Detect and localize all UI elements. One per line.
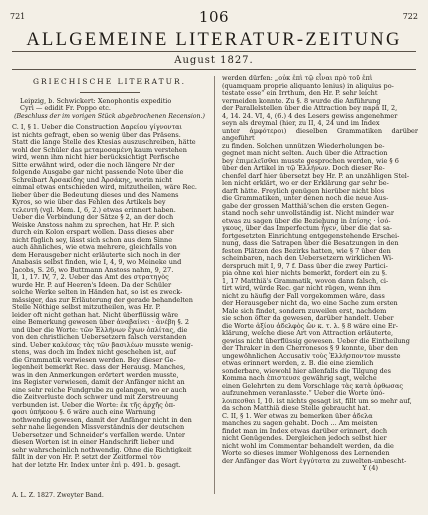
text-line: Jacobs, S. 26, wo Buttmann Anstoss nahm, 9, 27. (12, 265, 174, 274)
text-line: seyn als dreymal (hier, zu II, 4, 24 und im Index (222, 119, 380, 127)
text-line: nicht Genügendes. Dergleichen jedoch selbst hier (222, 434, 387, 442)
text-line: legenheit bemerkt Rec. dass der Herausg. Manches, (12, 363, 186, 371)
text-line: sehr wahrscheinlich nothwendig. Ohne die Richtigkeit (12, 445, 192, 454)
right-column (222, 75, 418, 503)
text-line: nicht zu häufig der Fall vorgekommen wäre, dass (222, 291, 385, 300)
text-line: ist nichts gefragt, eben so wenig über das Präsens. (12, 130, 181, 139)
text-line: C. I, § 1. Ueber die Construction Δαρείου γίγνονται (12, 123, 183, 131)
column-divider (214, 76, 215, 494)
text-line: die Zeitverluste doch schwer und mit Zerstreuung (12, 393, 179, 401)
issue-month: August 1827. (174, 55, 254, 66)
text-line: findet man im Index etwas darüber erinnert, doch (222, 426, 388, 435)
text-line: solche Werke selten in Händen hat, so ist es zweck- (12, 288, 183, 296)
text-line: γκους, über das Imperfectum ἦγεν, über die dat sa- (222, 224, 393, 232)
text-line: Anabasis selbst finden, wie I, 4, 9, wo Meineke und (12, 258, 182, 266)
journal-title: ALLGEMEINE LITERATUR-ZEITUNG (26, 30, 402, 50)
text-line: lieber über die Bedeutung dieses und des Namens (12, 190, 179, 199)
text-line: II, 1, 17. IV, 7, 2. Ueber das Amt des στρατηγὸς (12, 273, 169, 281)
text-line: nicht wohl im Commentar behandelt werden, da die (222, 441, 394, 450)
text-line: aufzunehmen veranlasste.“ Ueber die Worte ὑπό- (222, 389, 385, 397)
text-line: eine Bemerkung gewesen über ἀναβαίνει · ἀνέβη §. 2 (12, 318, 189, 326)
section-rule (80, 92, 140, 93)
text-line: wird, wenn ihm nicht hier berücksichtigt Perfische (12, 153, 180, 161)
text-line: nicht füglich sey, lässt sich schon aus dem Sinne (12, 235, 173, 244)
text-line: Weiske Anstoss nahm zu sprechen, hat Hr. P. sich (12, 220, 175, 229)
text-line: derspruch mit I, 9, 7 f. Dass über die zwey Partici- (222, 261, 388, 270)
text-line: unter ἀμφότεροι) dieselben Grammatiken darüber angeführt (222, 126, 418, 142)
text-line: (Beschluss der im vorigen Stück abgebrochenen Recension.) (14, 112, 205, 120)
text-line: nung, dass die Satrapen über die Besatzungen in den (222, 239, 399, 247)
text-line: tirt wird, würde Rec. gar nicht rügen, wenn ihm (222, 284, 381, 292)
text-line: φοσι ὑπήκοου §. 6 wäre auch eine Warnung (12, 408, 156, 416)
text-line: testate esse“ ein Irrthum, den Hr. P. sehr leicht (222, 89, 378, 97)
text-line: Sitte erwähnt wird, oder die noch längere Nr der (12, 160, 175, 169)
left-column-text (12, 98, 207, 470)
text-line: scheinbaren, nach den Uebersetzern wirklichen Wi- (222, 254, 394, 262)
text-line: τελευτή (vgl. Mem. I, 6, 2.) etwas erinnert haben. (12, 205, 176, 214)
text-line: die Worte ἀξίου ἀδελφὸς ὤν κ. τ. λ. § 8 wäre eine Er- (222, 321, 398, 330)
volume-footer: A. L. Z. 1827. Zweyter Band. (12, 492, 104, 499)
left-column (12, 78, 207, 498)
text-line: λοιπεσθαι I, 10. ist nichts gesagt ist, fillt um so mehr auf, (222, 396, 412, 405)
text-line: darft hätte. Freylich genügen hierüber nicht blos (222, 186, 385, 195)
text-line: hat der letzte Hr. Index unter ἐπὶ p. 491. b. gesagt. (12, 460, 181, 469)
text-line: Uebersetzer und Schneider's verfallen werde. Unter (12, 430, 186, 439)
text-line: die Grammatiken, unter denen noch die neue Aus- (222, 194, 389, 202)
text-line: Y (4) (362, 464, 378, 472)
text-line: Schreibart Ἀρσακίδης und Ἀρσάκης, worin nicht (12, 175, 172, 184)
text-line: etwas erinnert werden, z. B. die eine ziemlich (222, 359, 374, 367)
text-line: sehr nahe liegenden Missverständnis der deutschen (12, 423, 185, 431)
text-line: len nicht erklärt, wo er der Erklärung gar sehr be- (222, 179, 389, 187)
text-line: von den christlichen Uebersetzern falsch verstanden (12, 333, 187, 341)
text-line: Cyri — edidit Fr. Poppo etc. (20, 104, 111, 112)
text-line: C. II, § 1. Wer etwas zu bemerken über ἀδελα (222, 411, 373, 420)
right-column-text (222, 75, 418, 473)
text-line: Leipzig, b. Schwickert: Xenophontis expeditio (20, 96, 172, 105)
section-title: GRIECHISCHE LITERATUR. (32, 77, 187, 86)
text-line: der Anfänger das Wort ἐγγύτατα zu zuwelten-unbescht- (222, 456, 407, 465)
text-line: einen Gelehrten zu dem Vorschlage τὰς κατὰ ὀρθωσας (222, 381, 404, 390)
text-line: Komma nach ἐπιστευσε gewährig sagt, welche (222, 374, 377, 382)
text-line: auch ähnliches, wie etwa mehrere, gleichfalls von (12, 243, 177, 251)
text-line: einmal etwas entschieden wird, mitzutheilen, wäre Rec. (12, 183, 197, 191)
text-line: was in den Anmerkungen erörtert werden musste, (12, 370, 179, 379)
text-line: ungewöhnlichen Accusativ τοὺς Ἑλλήσποντον musste (222, 351, 401, 360)
text-line: Ueber die Verbindung der Sätze § 2, an der doch (12, 213, 174, 221)
text-line: sonderbare, wiewohl hier allenfalls die Tilgung des (222, 366, 391, 375)
page-header (0, 8, 428, 32)
text-line: ins Register verwiesen, damit der Anfänger nicht an (12, 378, 185, 386)
text-line: eine sehr reiche Fundgrube zu gelangen, wo er auch (12, 385, 187, 394)
issue-number: 106 (198, 8, 230, 26)
text-line: sind. Ueber καλέσας τὰς τῶν βασιλέων musste wenig- (12, 340, 193, 349)
text-line: Kyros, so wie über das Fehlen des Artikels bey (12, 198, 166, 206)
text-line: wohl der Schüler das μεταμοσαμένη kaum verstehen (12, 145, 187, 154)
page-number-left: 721 (10, 12, 26, 21)
text-line: dem Herausgeber nicht erläuterte sich noch in der (12, 250, 181, 259)
text-line: folgende Ausgabe gar nicht passende Note über die (12, 168, 184, 176)
text-line: sie schon öfter da gewesen, darüber handelt. Ueber (222, 314, 394, 322)
text-line: vermeiden konnte. Zu §. 8 wurde die Anführung (222, 96, 381, 105)
text-line: leider oft nicht gethan hat. Nicht überflüssig wäre (12, 310, 179, 319)
text-line: Statt die lange Stelle des Ktesias auszuschreiben, hätte (12, 138, 196, 146)
text-line: gewiss nicht überflüssig gewesen. Ueber die Eintheilung (222, 336, 410, 345)
text-line: gabe der grossen Matthiä'schen die ersten Gegen- (222, 201, 389, 210)
text-line: stens, was doch im Index nicht geschehen ist, auf (12, 348, 176, 356)
text-line: fällt in der von Hr. P. setzt der Zeitformel τὸν (12, 453, 162, 461)
text-line: bey ἐπιμελεῖσθαι musste gesprochen werden, wie § 6 (222, 156, 399, 165)
header-rule-top (12, 51, 416, 52)
text-line: Male sich findet, sondern zuweilen erst, nachdem (222, 306, 387, 315)
text-line: der Parallelstellen über die Attraction bey παρὰ II, 2, (222, 104, 398, 112)
text-line: der Thraker in den Cherronesos § 9 konnte, über den (222, 344, 398, 352)
text-line: klärung, welche diese Art von Attraction erläuterte, (222, 329, 394, 337)
text-line: wurde Hr. P. auf Heeren's Ideen. Da der Schüler (12, 280, 172, 289)
text-line: werden dürfen: „οὐκ ἐπὶ τῷ εἶναι πρὸ τοῦ ἐπὶ (222, 74, 373, 82)
text-line: durch ein Kolon erspart wollen. Dass dieses aber (12, 228, 174, 236)
text-line: die Grammatik verwiesen werden. Bey dieser Ge- (12, 355, 176, 364)
text-line: nothwendig gewesen, damit der Anfänger nicht in den (12, 415, 192, 424)
text-line: chenfel darf hier übersetzt bey Hr. P. an unzähligen Stel- (222, 171, 410, 180)
header-rule-bottom (12, 69, 416, 70)
text-line: 4, 14. 24. VI, 4, (6.) 4 des Lesers gewiss angenehmer (222, 111, 398, 120)
page-number-right: 722 (402, 12, 418, 21)
text-line: zu finden. Solchen unnützen Wiederholungen be- (222, 141, 385, 150)
text-line: Stelle Nöthige selbst mitzutheilen, was Hr. P. (12, 303, 161, 311)
text-line: (quamquam proprie aliquanto lenius) in aliquius po- (222, 81, 394, 90)
text-line: diesen Worten ist in einer Handschrift lieber und (12, 438, 175, 446)
text-line: Worte so dieses immer Wohlgenoss des Lernenden (222, 449, 390, 457)
text-line: manches zu sagen gehabt. Doch ... Am meisten (222, 419, 378, 427)
text-line: pia ohne καὶ hier nichts bemerkt, fordert ein zu §. (222, 269, 388, 277)
text-line: verbunden ist. Ueber die Worte: ἐκ τῆς ἀρχῆς ὁπ- (12, 400, 176, 409)
text-line: da schon Matthiä diese Stelle gebraucht hat. (222, 404, 371, 412)
text-line: und über die Worte: τῶν Ἑλλήνων ἔχων ὁπλίτας, die (12, 325, 188, 334)
text-line: etwas zu sagen über die Beziehung in ἐπίσης · ἰσό- (222, 216, 391, 225)
text-line: 1, 17 Matthiä's Grammatik, wovon dann falsch, ci- (222, 276, 389, 285)
text-line: über den Artikel in τῷ Ἑλλήνων. Doch dieser Re- (222, 164, 385, 172)
text-line: der Herausgeber nicht da, wo eine Sache zum ersten (222, 299, 398, 307)
text-line: stand noch sehr unvollständig ist. Nicht minder war (222, 209, 394, 217)
text-line: gegnet man nicht selten. Auch über die Attraction (222, 149, 388, 157)
text-line: festen Plätzen des Bezirks hatten, wie § 7 über den (222, 246, 391, 255)
text-line: mässiger, das zur Erläuterung der gerade behandelten (12, 295, 193, 304)
text-line: fortgesetzten Einrichtung entgegenstehende Erschei- (222, 231, 400, 240)
